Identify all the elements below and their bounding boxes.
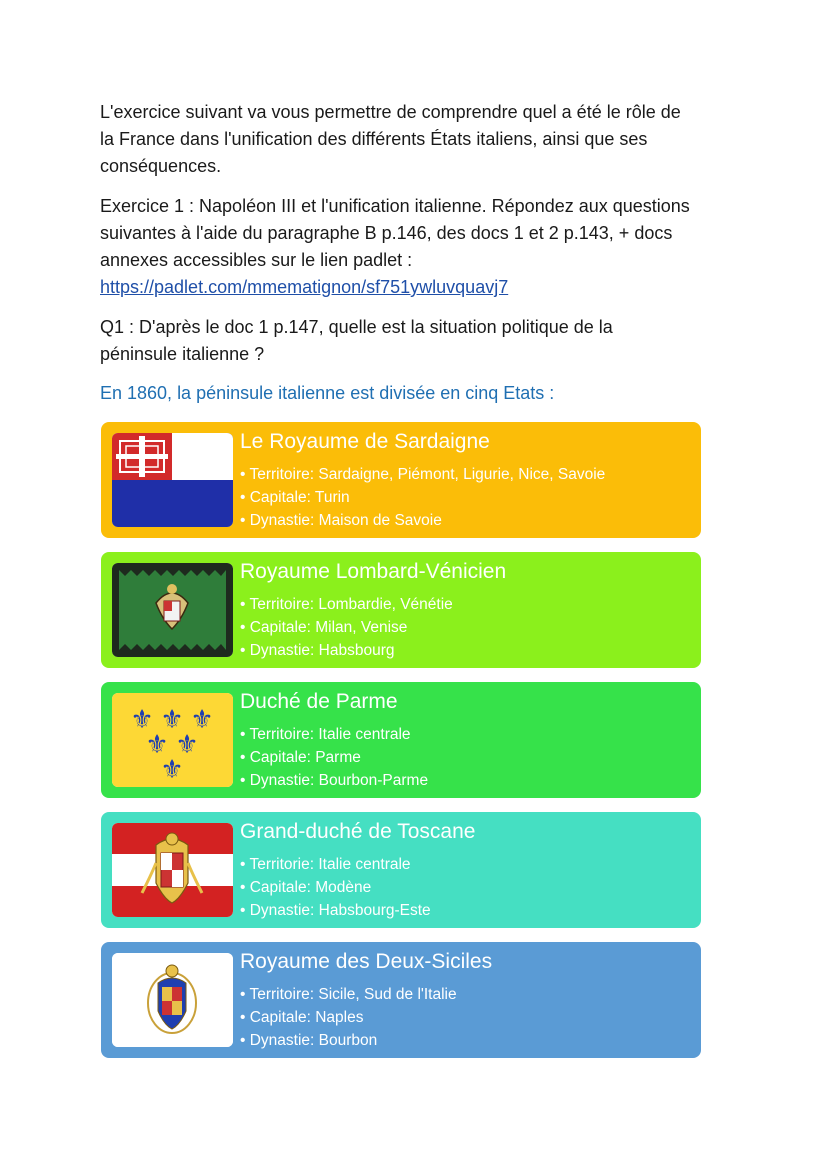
state-name: Duché de Parme <box>240 690 398 713</box>
state-card-lombardy-venetia <box>101 552 701 668</box>
state-name: Royaume des Deux-Siciles <box>240 950 493 973</box>
state-capital: • Capitale: Parme <box>240 746 428 769</box>
state-territory: • Territoire: Sicile, Sud de l'Italie <box>240 983 457 1006</box>
state-capital: • Capitale: Turin <box>240 486 605 509</box>
padlet-link[interactable]: https://padlet.com/mmematignon/sf751ywluvquavj7 <box>100 277 509 297</box>
state-details <box>240 983 457 1052</box>
state-capital: • Capitale: Milan, Venise <box>240 616 453 639</box>
svg-text:⚜: ⚜ <box>130 705 154 735</box>
exercise-line: Exercice 1 : Napoléon III et l'unification italienne. Répondez aux questions <box>100 196 690 216</box>
answer-intro: En 1860, la péninsule italienne est divisée en cinq Etats : <box>100 383 555 403</box>
parma-flag-icon <box>112 693 233 787</box>
exercise-paragraph <box>100 193 740 301</box>
svg-text:⚜: ⚜ <box>175 730 199 760</box>
svg-text:⚜: ⚜ <box>160 705 184 735</box>
tuscany-flag-icon <box>112 823 233 917</box>
svg-text:⚜: ⚜ <box>160 755 184 785</box>
intro-line: conséquences. <box>100 156 222 176</box>
state-territory: • Territoire: Lombardie, Vénétie <box>240 593 453 616</box>
question-line: Q1 : D'après le doc 1 p.147, quelle est la situation politique de la <box>100 317 613 337</box>
state-capital: • Capitale: Modène <box>240 876 431 899</box>
state-capital: • Capitale: Naples <box>240 1006 457 1029</box>
state-territory: • Territorie: Italie centrale <box>240 853 431 876</box>
state-details <box>240 463 605 532</box>
state-name: Le Royaume de Sardaigne <box>240 430 490 453</box>
state-details <box>240 593 453 662</box>
svg-text:⚜: ⚜ <box>190 705 214 735</box>
question-1 <box>100 314 740 368</box>
exercise-line: annexes accessibles sur le lien padlet : <box>100 250 413 270</box>
state-name: Royaume Lombard-Vénicien <box>240 560 507 583</box>
state-card-two-sicilies <box>101 942 701 1058</box>
two-sicilies-flag-icon <box>112 953 233 1047</box>
state-details <box>240 723 428 792</box>
state-card-parma <box>101 682 701 798</box>
exercise-line: suivantes à l'aide du paragraphe B p.146, des docs 1 et 2 p.143, + docs <box>100 223 673 243</box>
state-dynasty: • Dynastie: Maison de Savoie <box>240 509 605 532</box>
state-card-tuscany <box>101 812 701 928</box>
state-territory: • Territoire: Italie centrale <box>240 723 428 746</box>
state-dynasty: • Dynastie: Habsbourg <box>240 639 453 662</box>
state-dynasty: • Dynastie: Bourbon <box>240 1029 457 1052</box>
state-dynasty: • Dynastie: Bourbon-Parme <box>240 769 428 792</box>
intro-paragraph <box>100 99 740 180</box>
state-territory: • Territoire: Sardaigne, Piémont, Ligurie, Nice, Savoie <box>240 463 605 486</box>
state-card-sardinia <box>101 422 701 538</box>
sardinia-flag-icon <box>112 433 233 527</box>
intro-line: L'exercice suivant va vous permettre de comprendre quel a été le rôle de <box>100 102 681 122</box>
lombardy-venetia-flag-icon <box>112 563 233 657</box>
state-name: Grand-duché de Toscane <box>240 820 476 843</box>
state-dynasty: • Dynastie: Habsbourg-Este <box>240 899 431 922</box>
state-details <box>240 853 431 922</box>
intro-line: la France dans l'unification des différents États italiens, ainsi que ses <box>100 129 648 149</box>
svg-text:⚜: ⚜ <box>145 730 169 760</box>
question-line: péninsule italienne ? <box>100 344 265 364</box>
